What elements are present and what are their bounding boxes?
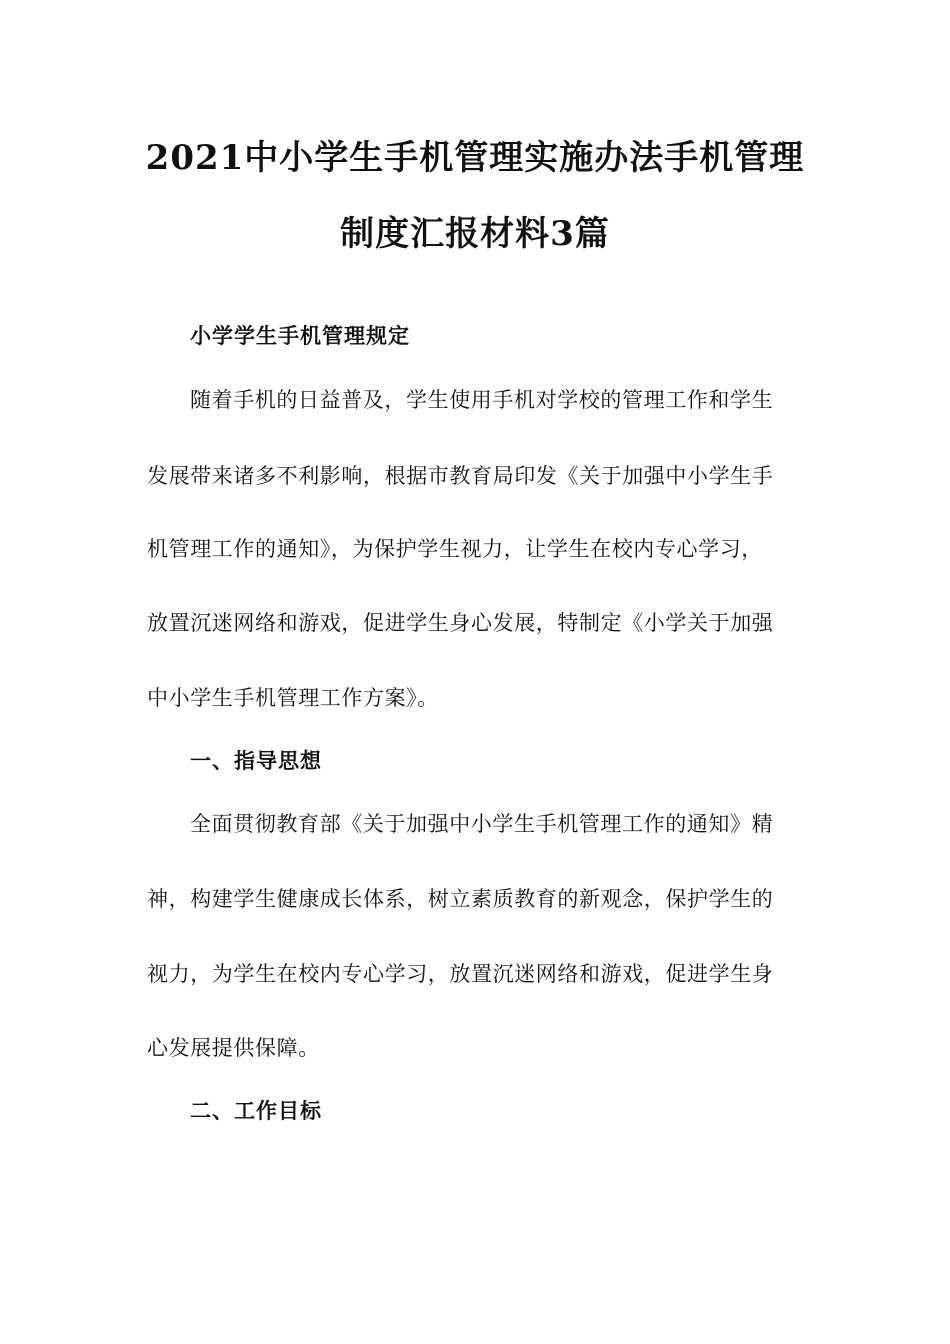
guide-paragraph-line-1: 全面贯彻教育部《关于加强中小学生手机管理工作的通知》精 [190, 812, 774, 836]
document-title-line-2: 制度汇报材料3篇 [340, 214, 610, 254]
intro-paragraph-line-4: 放置沉迷网络和游戏，促进学生身心发展，特制定《小学关于加强 [147, 611, 774, 635]
heading-work-goals: 二、工作目标 [190, 1098, 322, 1123]
guide-paragraph-line-4: 心发展提供保障。 [147, 1036, 320, 1060]
section-title: 小学学生手机管理规定 [190, 323, 410, 348]
document-title-line-1: 2021中小学生手机管理实施办法手机管理 [145, 138, 805, 178]
intro-paragraph-line-2: 发展带来诸多不利影响，根据市教育局印发《关于加强中小学生手 [147, 464, 774, 488]
guide-paragraph-line-2: 神，构建学生健康成长体系，树立素质教育的新观念，保护学生的 [147, 887, 774, 911]
heading-guiding-ideology: 一、指导思想 [190, 748, 322, 773]
intro-paragraph-line-3: 机管理工作的通知》，为保护学生视力，让学生在校内专心学习， [147, 537, 763, 561]
guide-paragraph-line-3: 视力，为学生在校内专心学习，放置沉迷网络和游戏，促进学生身 [147, 962, 774, 986]
intro-paragraph-line-5: 中小学生手机管理工作方案》。 [147, 686, 439, 710]
intro-paragraph-line-1: 随着手机的日益普及，学生使用手机对学校的管理工作和学生 [190, 388, 774, 412]
